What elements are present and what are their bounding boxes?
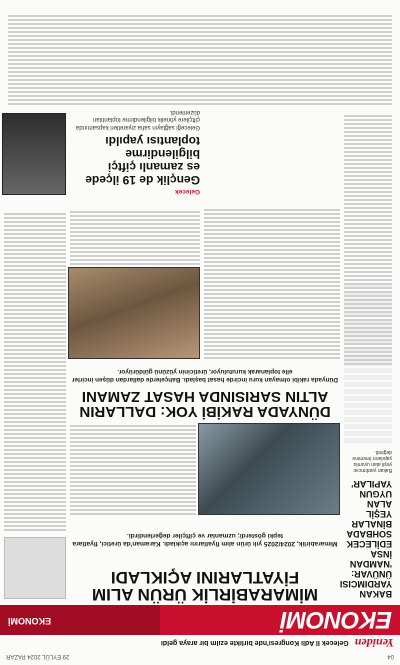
lead-headline: MİMARABİRLİK ÜRÜN ALIM FİYATLARINI AÇIKLADI	[92, 568, 319, 604]
issue-date: 29 EYLÜL 2024 PAZAR	[6, 653, 70, 659]
sub-story	[70, 108, 200, 196]
second-photo	[68, 267, 200, 359]
second-dek: Dünyada rakibi olmayan kuru incirde hasat başladı. Bahçelerde dallardan düşen incirler elle toplanarak kurutuluyor, üreticinin yüzünü güldürüyor.	[72, 368, 339, 383]
right-photo	[4, 537, 66, 599]
section-masthead	[0, 605, 400, 635]
left-body-lines	[344, 115, 392, 365]
side-headline: BAKAN YARDIMCISI ÜNÜVAR: 'NAMDAN İNSA EDİLECEK SOHBADA BİNALAR YEŞİL ALAN UYGUN YAPILAR'	[339, 479, 392, 599]
portrait-photo	[2, 113, 66, 195]
side-text: Bakan yardımcısı yeşil alan uyumlu yapıların önemine değindi.	[352, 449, 392, 473]
sub-headline: Gençlik de 19 ilçede es zamanlı çiftçi bilgilendirme toplantısı yapıldı	[85, 134, 200, 187]
right-body-lines	[4, 211, 66, 531]
sub-text: Geleceği sağlayın saha ziyaretleri kapsamında çiftçilere yönelik bilgilendirme toplantıları düzenlendi.	[75, 109, 200, 130]
top-bar	[4, 651, 396, 661]
strip-headline: Gelecek İl Adli Kongresi'nde birlikte ezilm bir araya geldi	[160, 639, 349, 647]
news-strip	[6, 635, 394, 651]
lead-body-lines	[70, 425, 196, 515]
section-tag: EKONOMİ	[8, 616, 52, 626]
page-number: 04	[387, 653, 394, 659]
bottom-body-lines	[8, 15, 392, 105]
lead-dek: Mimarabirlik, 2024/2025 yılı ürün alım fiyatlarını açıkladı. Karaman'da üretici, fiyatlara tepki gösterdi; uzmanlar ve çiftçiler değerlendirdi.	[72, 532, 338, 547]
second-body-lines	[204, 209, 340, 359]
section-title: EKONOMİ	[280, 606, 392, 633]
sub-kicker: Gelecek	[175, 188, 200, 195]
lead-photo	[198, 423, 340, 515]
right-column	[4, 211, 66, 599]
paper-logo: Yeniden	[354, 636, 394, 651]
second-headline: DÜNYADA RAKİBİ YOK: DALLARIN ALTIN SARISINDA HASAT ZAMANI	[79, 388, 331, 420]
second-body-lines-b	[70, 209, 200, 265]
